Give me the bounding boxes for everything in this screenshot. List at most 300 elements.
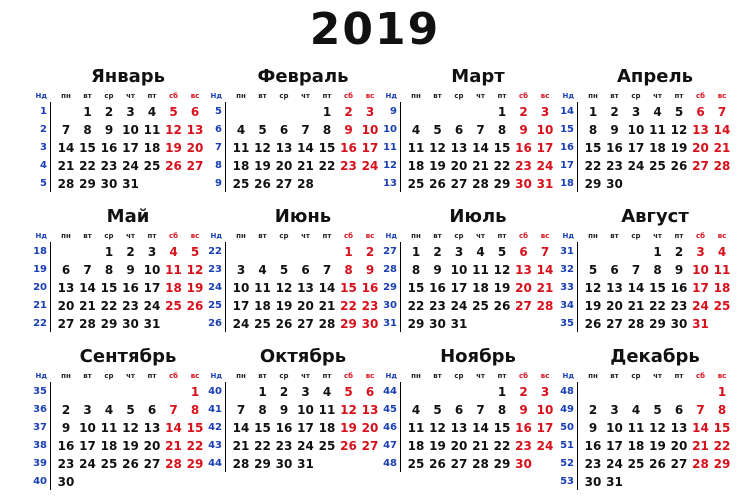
- day-cell: 25: [165, 299, 182, 313]
- day-cell: 4: [236, 123, 246, 137]
- week-number-header: Нд: [385, 232, 397, 240]
- day-cell: 9: [104, 123, 114, 137]
- day-cell: 15: [100, 281, 118, 295]
- day-cell: 31: [450, 317, 468, 331]
- day-cell: 4: [411, 123, 421, 137]
- month-name: Июнь: [274, 206, 332, 227]
- week-number: 37: [33, 422, 47, 433]
- day-cell: 28: [713, 159, 731, 173]
- weekday-header: пн: [588, 232, 598, 240]
- day-cell: 14: [79, 281, 96, 295]
- weekday-header: вс: [365, 92, 375, 100]
- day-cell: 24: [536, 159, 554, 173]
- day-cell: 18: [649, 141, 666, 155]
- day-cell: 21: [472, 439, 489, 453]
- day-cell: 17: [450, 281, 468, 295]
- day-cell: 23: [584, 457, 602, 471]
- weekday-header: пт: [147, 232, 157, 240]
- week-divider: [577, 242, 578, 332]
- day-cell: 2: [519, 105, 528, 119]
- day-cell: 25: [100, 457, 118, 471]
- day-cell: 9: [588, 421, 598, 435]
- day-cell: 2: [674, 245, 684, 259]
- weekday-header: вт: [258, 372, 267, 380]
- day-cell: 19: [186, 281, 204, 295]
- weekday-header: вс: [717, 92, 727, 100]
- day-cell: 15: [713, 421, 731, 435]
- day-cell: 24: [536, 439, 554, 453]
- week-number: 42: [208, 422, 222, 433]
- week-number: 12: [383, 160, 397, 171]
- day-cell: 26: [122, 457, 139, 471]
- day-cell: 8: [83, 123, 92, 137]
- weekday-header: вс: [540, 232, 550, 240]
- weekday-header: чт: [653, 92, 662, 100]
- day-cell: 13: [606, 281, 623, 295]
- weekday-header: пт: [674, 92, 684, 100]
- day-cell: 30: [429, 317, 446, 331]
- day-cell: 12: [186, 263, 204, 277]
- day-cell: 6: [454, 123, 464, 137]
- day-cell: 7: [301, 123, 310, 137]
- day-cell: 31: [297, 457, 314, 471]
- day-cell: 10: [692, 263, 709, 277]
- month-3: [383, 66, 553, 201]
- day-cell: 10: [361, 123, 379, 137]
- week-number: 9: [215, 178, 222, 189]
- day-cell: 23: [100, 159, 118, 173]
- day-cell: 1: [717, 385, 727, 399]
- weekday-header: ср: [631, 232, 641, 240]
- day-cell: 13: [143, 421, 161, 435]
- day-cell: 16: [606, 141, 623, 155]
- day-cell: 12: [122, 421, 139, 435]
- day-cell: 4: [476, 245, 485, 259]
- day-cell: 25: [407, 177, 425, 191]
- day-cell: 10: [122, 123, 139, 137]
- day-cell: 3: [540, 105, 550, 119]
- day-cell: 23: [122, 299, 139, 313]
- day-cell: 4: [631, 403, 641, 417]
- weekday-header: вс: [190, 372, 200, 380]
- day-cell: 23: [361, 299, 379, 313]
- day-cell: 11: [318, 403, 336, 417]
- day-cell: 22: [254, 439, 271, 453]
- day-cell: 14: [232, 421, 250, 435]
- day-cell: 8: [258, 403, 267, 417]
- day-cell: 12: [670, 123, 688, 137]
- week-number-header: Нд: [385, 372, 397, 380]
- week-number: 18: [560, 178, 574, 189]
- day-cell: 29: [79, 177, 96, 191]
- weekday-header: ср: [279, 92, 289, 100]
- week-divider: [225, 102, 226, 192]
- day-cell: 21: [297, 159, 314, 173]
- day-cell: 6: [301, 263, 310, 277]
- week-number: 24: [208, 282, 222, 293]
- day-cell: 7: [61, 123, 71, 137]
- week-number-header: Нд: [35, 92, 47, 100]
- day-cell: 11: [165, 263, 182, 277]
- day-cell: 5: [169, 105, 178, 119]
- day-cell: 12: [165, 123, 182, 137]
- day-cell: 20: [297, 299, 314, 313]
- month-name: Январь: [90, 66, 166, 87]
- week-number: 14: [560, 106, 574, 117]
- day-cell: 22: [649, 299, 666, 313]
- week-number: 27: [383, 246, 397, 257]
- month-1: [33, 66, 203, 201]
- weekday-header: пн: [236, 92, 246, 100]
- month-11: [383, 346, 553, 481]
- week-number: 22: [208, 246, 222, 257]
- day-cell: 25: [254, 317, 271, 331]
- day-cell: 3: [126, 105, 135, 119]
- week-number: 19: [33, 264, 47, 275]
- week-number: 17: [560, 160, 574, 171]
- day-cell: 21: [713, 141, 731, 155]
- day-cell: 20: [186, 141, 204, 155]
- day-cell: 25: [318, 439, 336, 453]
- day-cell: 15: [407, 281, 425, 295]
- week-number: 10: [383, 124, 397, 135]
- day-cell: 25: [472, 299, 489, 313]
- day-cell: 31: [606, 475, 623, 489]
- day-cell: 28: [79, 317, 96, 331]
- day-cell: 7: [717, 105, 727, 119]
- month-4: [560, 66, 730, 201]
- day-cell: 1: [653, 245, 662, 259]
- month-8: [560, 206, 730, 341]
- day-cell: 3: [236, 263, 246, 277]
- week-number: 53: [560, 476, 574, 487]
- day-cell: 15: [649, 281, 666, 295]
- day-cell: 14: [627, 281, 645, 295]
- day-cell: 30: [670, 317, 688, 331]
- day-cell: 21: [627, 299, 645, 313]
- day-cell: 4: [147, 105, 157, 119]
- day-cell: 23: [606, 159, 623, 173]
- day-cell: 6: [674, 403, 684, 417]
- month-10: [208, 346, 378, 481]
- day-cell: 5: [279, 263, 289, 277]
- week-number: 36: [33, 404, 47, 415]
- day-cell: 19: [340, 421, 357, 435]
- day-cell: 14: [692, 421, 709, 435]
- day-cell: 8: [717, 403, 727, 417]
- day-cell: 14: [713, 123, 731, 137]
- day-cell: 20: [450, 159, 468, 173]
- week-number: 2: [40, 124, 47, 135]
- day-cell: 26: [275, 317, 293, 331]
- day-cell: 5: [344, 385, 353, 399]
- day-cell: 11: [232, 141, 250, 155]
- day-cell: 17: [297, 421, 314, 435]
- day-cell: 17: [606, 439, 623, 453]
- day-cell: 27: [361, 439, 379, 453]
- day-cell: 11: [407, 141, 425, 155]
- week-number: 49: [560, 404, 574, 415]
- week-number: 21: [33, 300, 47, 311]
- day-cell: 6: [365, 385, 375, 399]
- day-cell: 26: [186, 299, 204, 313]
- day-cell: 27: [275, 177, 293, 191]
- week-divider: [50, 242, 51, 332]
- day-cell: 24: [361, 159, 379, 173]
- day-cell: 27: [450, 457, 468, 471]
- week-number: 1: [40, 106, 47, 117]
- weekday-header: пт: [497, 232, 507, 240]
- day-cell: 21: [57, 159, 75, 173]
- day-cell: 16: [340, 141, 357, 155]
- weekday-header: чт: [653, 372, 662, 380]
- day-cell: 13: [275, 141, 293, 155]
- day-cell: 4: [258, 263, 267, 277]
- day-cell: 14: [57, 141, 75, 155]
- day-cell: 29: [584, 177, 602, 191]
- day-cell: 5: [497, 245, 507, 259]
- day-cell: 5: [674, 105, 684, 119]
- day-cell: 19: [493, 281, 511, 295]
- weekday-header: пт: [322, 372, 332, 380]
- day-cell: 5: [433, 403, 442, 417]
- day-cell: 28: [536, 299, 554, 313]
- day-cell: 25: [407, 457, 425, 471]
- day-cell: 18: [407, 159, 425, 173]
- day-cell: 9: [279, 403, 289, 417]
- weekday-header: вт: [258, 232, 267, 240]
- week-number: 41: [208, 404, 222, 415]
- weekday-header: ср: [104, 232, 114, 240]
- day-cell: 26: [340, 439, 357, 453]
- weekday-header: пт: [497, 92, 507, 100]
- month-name: Февраль: [257, 66, 349, 87]
- day-cell: 15: [79, 141, 96, 155]
- day-cell: 5: [126, 403, 135, 417]
- weekday-header: пн: [411, 232, 421, 240]
- day-cell: 19: [429, 439, 446, 453]
- day-cell: 21: [232, 439, 250, 453]
- day-cell: 26: [670, 159, 688, 173]
- week-number-header: Нд: [385, 92, 397, 100]
- day-cell: 26: [165, 159, 182, 173]
- day-cell: 10: [450, 263, 468, 277]
- day-cell: 25: [232, 177, 250, 191]
- day-cell: 24: [627, 159, 645, 173]
- day-cell: 2: [610, 105, 619, 119]
- week-number-header: Нд: [562, 232, 574, 240]
- day-cell: 11: [100, 421, 118, 435]
- week-number: 38: [33, 440, 47, 451]
- weekday-header: вс: [365, 232, 375, 240]
- weekday-header: чт: [653, 232, 662, 240]
- day-cell: 24: [232, 317, 250, 331]
- day-cell: 12: [649, 421, 666, 435]
- day-cell: 24: [297, 439, 314, 453]
- week-number: 48: [383, 458, 397, 469]
- day-cell: 16: [361, 281, 379, 295]
- day-cell: 23: [670, 299, 688, 313]
- day-cell: 5: [653, 403, 662, 417]
- day-cell: 27: [692, 159, 709, 173]
- day-cell: 16: [515, 141, 532, 155]
- day-cell: 10: [232, 281, 250, 295]
- weekday-header: ср: [631, 92, 641, 100]
- month-name: Май: [106, 206, 150, 227]
- week-divider: [50, 382, 51, 490]
- week-number: 50: [560, 422, 574, 433]
- day-cell: 13: [186, 123, 204, 137]
- day-cell: 24: [606, 457, 623, 471]
- weekday-header: вс: [540, 92, 550, 100]
- week-number: 3: [40, 142, 47, 153]
- week-number: 22: [33, 318, 47, 329]
- day-cell: 24: [450, 299, 468, 313]
- week-divider: [400, 102, 401, 192]
- day-cell: 28: [627, 317, 645, 331]
- day-cell: 26: [254, 177, 271, 191]
- weekday-header: пн: [61, 372, 71, 380]
- day-cell: 11: [713, 263, 731, 277]
- day-cell: 18: [165, 281, 182, 295]
- month-name: Август: [621, 206, 689, 227]
- day-cell: 17: [536, 421, 554, 435]
- day-cell: 31: [122, 177, 139, 191]
- weekday-header: сб: [518, 92, 529, 100]
- day-cell: 2: [519, 385, 528, 399]
- weekday-header: ср: [279, 232, 289, 240]
- day-cell: 1: [104, 245, 114, 259]
- week-number: 18: [33, 246, 47, 257]
- day-cell: 13: [515, 263, 532, 277]
- day-cell: 20: [143, 439, 161, 453]
- day-cell: 1: [344, 245, 353, 259]
- day-cell: 30: [57, 475, 75, 489]
- day-cell: 13: [670, 421, 688, 435]
- day-cell: 10: [627, 123, 645, 137]
- day-cell: 9: [433, 263, 442, 277]
- day-cell: 2: [433, 245, 442, 259]
- day-cell: 9: [344, 123, 353, 137]
- week-number-header: Нд: [210, 232, 222, 240]
- weekday-header: сб: [518, 372, 529, 380]
- week-number: 33: [560, 282, 574, 293]
- weekday-header: сб: [168, 92, 179, 100]
- day-cell: 27: [186, 159, 204, 173]
- day-cell: 11: [143, 123, 161, 137]
- day-cell: 23: [429, 299, 446, 313]
- week-number: 4: [40, 160, 47, 171]
- weekday-header: ср: [631, 372, 641, 380]
- day-cell: 28: [297, 177, 314, 191]
- day-cell: 22: [186, 439, 204, 453]
- week-number: 45: [383, 404, 397, 415]
- day-cell: 2: [104, 105, 114, 119]
- weekday-header: вс: [365, 372, 375, 380]
- weekday-header: вт: [258, 92, 267, 100]
- week-number: 8: [215, 160, 222, 171]
- weekday-header: пт: [497, 372, 507, 380]
- month-12: [560, 346, 731, 489]
- weekday-header: вс: [190, 232, 200, 240]
- weekday-header: ср: [454, 372, 464, 380]
- day-cell: 1: [258, 385, 267, 399]
- weekday-header: вт: [610, 232, 619, 240]
- day-cell: 26: [584, 317, 602, 331]
- week-divider: [225, 242, 226, 332]
- month-name: Ноябрь: [440, 346, 516, 367]
- day-cell: 12: [275, 281, 293, 295]
- day-cell: 17: [122, 141, 139, 155]
- day-cell: 15: [254, 421, 271, 435]
- day-cell: 23: [340, 159, 357, 173]
- weekday-header: чт: [126, 232, 135, 240]
- day-cell: 29: [407, 317, 425, 331]
- day-cell: 7: [476, 403, 485, 417]
- week-divider: [225, 382, 226, 472]
- day-cell: 8: [322, 123, 332, 137]
- weekday-header: пн: [588, 92, 598, 100]
- day-cell: 8: [190, 403, 200, 417]
- week-number: 48: [560, 386, 574, 397]
- day-cell: 29: [254, 457, 271, 471]
- day-cell: 10: [536, 123, 554, 137]
- day-cell: 30: [515, 457, 532, 471]
- day-cell: 10: [143, 263, 161, 277]
- day-cell: 3: [83, 403, 92, 417]
- day-cell: 8: [497, 403, 507, 417]
- day-cell: 21: [318, 299, 336, 313]
- day-cell: 28: [472, 177, 489, 191]
- weekday-header: чт: [301, 92, 310, 100]
- day-cell: 1: [497, 385, 507, 399]
- day-cell: 30: [275, 457, 293, 471]
- day-cell: 11: [254, 281, 271, 295]
- day-cell: 30: [122, 317, 139, 331]
- day-cell: 14: [165, 421, 182, 435]
- day-cell: 15: [318, 141, 336, 155]
- day-cell: 1: [83, 105, 92, 119]
- day-cell: 22: [407, 299, 425, 313]
- day-cell: 26: [429, 457, 446, 471]
- day-cell: 28: [692, 457, 709, 471]
- day-cell: 9: [365, 263, 375, 277]
- day-cell: 31: [536, 177, 554, 191]
- month-name: Июль: [449, 206, 507, 227]
- day-cell: 9: [519, 403, 528, 417]
- week-number: 35: [560, 318, 574, 329]
- day-cell: 22: [713, 439, 731, 453]
- day-cell: 21: [79, 299, 96, 313]
- day-cell: 23: [515, 439, 532, 453]
- day-cell: 16: [100, 141, 118, 155]
- day-cell: 18: [472, 281, 489, 295]
- day-cell: 5: [588, 263, 598, 277]
- weekday-header: пн: [411, 92, 421, 100]
- weekday-header: вт: [433, 232, 442, 240]
- day-cell: 3: [610, 403, 619, 417]
- day-cell: 12: [493, 263, 511, 277]
- day-cell: 12: [429, 421, 446, 435]
- weekday-header: вт: [83, 92, 92, 100]
- day-cell: 6: [454, 403, 464, 417]
- day-cell: 19: [670, 141, 688, 155]
- day-cell: 4: [653, 105, 662, 119]
- week-number: 16: [560, 142, 574, 153]
- day-cell: 17: [536, 141, 554, 155]
- day-cell: 8: [411, 263, 421, 277]
- weekday-header: вс: [717, 232, 727, 240]
